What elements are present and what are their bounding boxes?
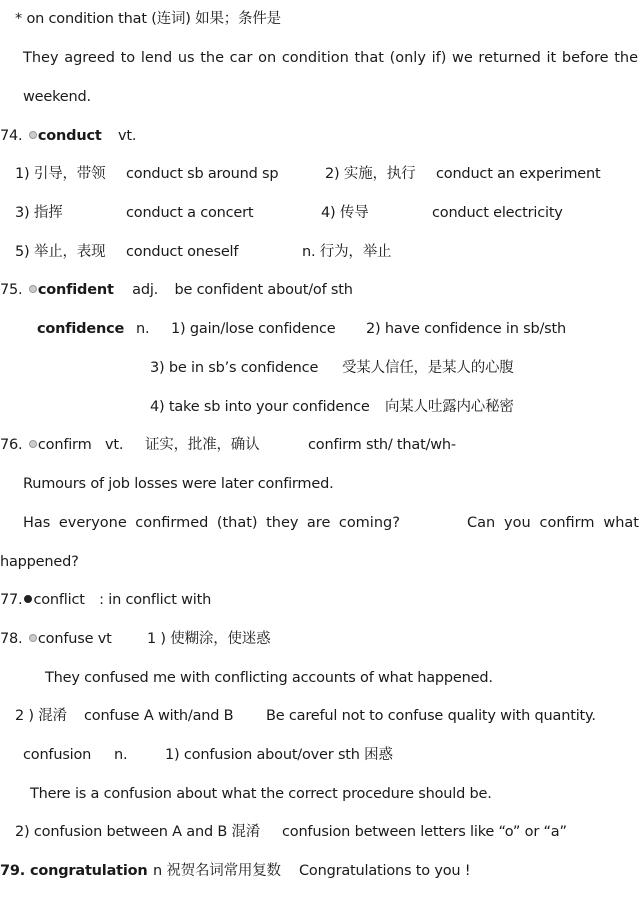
sense-label: 5) 举止，表现 [15,244,106,260]
word: what [603,515,639,531]
headword: conflict [33,592,85,608]
headword: confident [37,282,114,298]
entry-number: 76. [0,437,23,453]
part-of-speech: vt. [118,128,137,144]
word: everyone [58,515,127,531]
sense-example: conduct electricity [432,205,563,221]
phrase-on-condition-that: * on condition that (连词) 如果；条件是 [15,11,281,27]
word: coming? [338,515,400,531]
word: (only [389,50,426,66]
entry-74-header [0,126,136,146]
part-of-speech: n. [114,747,128,763]
example-sentence-condition [23,48,638,68]
word: They [23,50,59,66]
sense-label: 1) 引导，带领 [15,166,106,182]
usage: 3) be in sb’s confidence [150,360,319,376]
entry-number: 75. [0,282,23,298]
example-sentence: There is a confusion about what the correct procedure should be. [30,786,492,802]
usage: 4) take sb into your confidence [150,399,370,415]
word: are [306,515,331,531]
word: the [614,50,638,66]
bullet-icon [29,440,37,448]
word: condition [281,50,349,66]
entry-76-header [0,435,92,455]
usage: 2) confusion between A and B 混淆 [15,824,261,840]
entry-78-header [0,629,112,649]
example-sentence: They confused me with conflicting accounts of what happened. [45,670,493,686]
example-sentence [467,513,639,533]
sense-label: 2) 实施，执行 [325,166,416,182]
word: if) [431,50,447,66]
bullet-icon [24,595,32,603]
entry-number: 78. [0,631,23,647]
example-sentence: Rumours of job losses were later confirmed. [23,476,334,492]
part-of-speech: vt. [105,437,124,453]
word: confirmed [135,515,209,531]
bullet-icon [29,634,37,642]
translation: 向某人吐露内心秘密 [385,399,514,415]
entry-79-header [0,861,148,881]
example-sentence [23,513,400,533]
usage: confirm sth/ that/wh- [308,437,456,453]
usage: confuse A with/and B [84,708,234,724]
part-of-speech: adj. [132,282,159,298]
word: (that) [216,515,258,531]
word: it [546,50,557,66]
derived-word: confusion [23,747,92,763]
word: the [200,50,224,66]
sense: 1 ) 使糊涂，使迷惑 [147,631,271,647]
sense-example: conduct oneself [126,244,239,260]
derived-word: confidence [37,321,125,337]
entry-number: 79. [0,863,26,879]
word: to [120,50,136,66]
headword: conduct [37,128,102,144]
word: on [258,50,277,66]
translation: 受某人信任，是某人的心腹 [342,360,514,376]
word: Can [467,515,496,531]
word: before [561,50,609,66]
example-sentence: Be careful not to confuse quality with quantity. [266,708,596,724]
word: us [177,50,195,66]
example-sentence-continuation: happened? [0,554,79,570]
usage: 1) confusion about/over sth 困惑 [165,747,393,763]
word: they [266,515,299,531]
usage: : in conflict with [99,592,212,608]
entry-number: 77. [0,592,23,608]
word: lend [140,50,173,66]
headword: congratulation [29,863,148,879]
entry-number: 74. [0,128,23,144]
word: Has [23,515,51,531]
example-sentence-continuation: weekend. [23,89,91,105]
word: agreed [64,50,115,66]
word: you [504,515,531,531]
bullet-icon [29,131,37,139]
noun-sense: n. 行为，举止 [302,244,392,260]
headword: confuse vt [37,631,112,647]
example-phrase: confusion between letters like “o” or “a” [282,824,567,840]
entry-75-header [0,280,353,300]
entry-77-header [0,590,211,610]
usage: 2) have confidence in sb/sth [366,321,566,337]
sense-example: conduct an experiment [436,166,601,182]
usage: be confident about/of sth [174,282,353,298]
bullet-icon [29,285,37,293]
part-of-speech: n. [136,321,150,337]
sense-example: conduct a concert [126,205,254,221]
example-sentence: Congratulations to you ! [299,863,471,879]
sense-label: 4) 传导 [321,205,369,221]
sense-example: conduct sb around sp [126,166,279,182]
word: returned [478,50,541,66]
sense-label: 3) 指挥 [15,205,63,221]
word: confirm [539,515,595,531]
headword: confirm [37,437,92,453]
translation: 证实，批准，确认 [145,437,260,453]
sense-label: 2 ) 混淆 [15,708,67,724]
translation: n 祝贺名词常用复数 [153,863,281,879]
usage: 1) gain/lose confidence [171,321,336,337]
word: that [354,50,384,66]
word: we [452,50,473,66]
word: car [229,50,253,66]
